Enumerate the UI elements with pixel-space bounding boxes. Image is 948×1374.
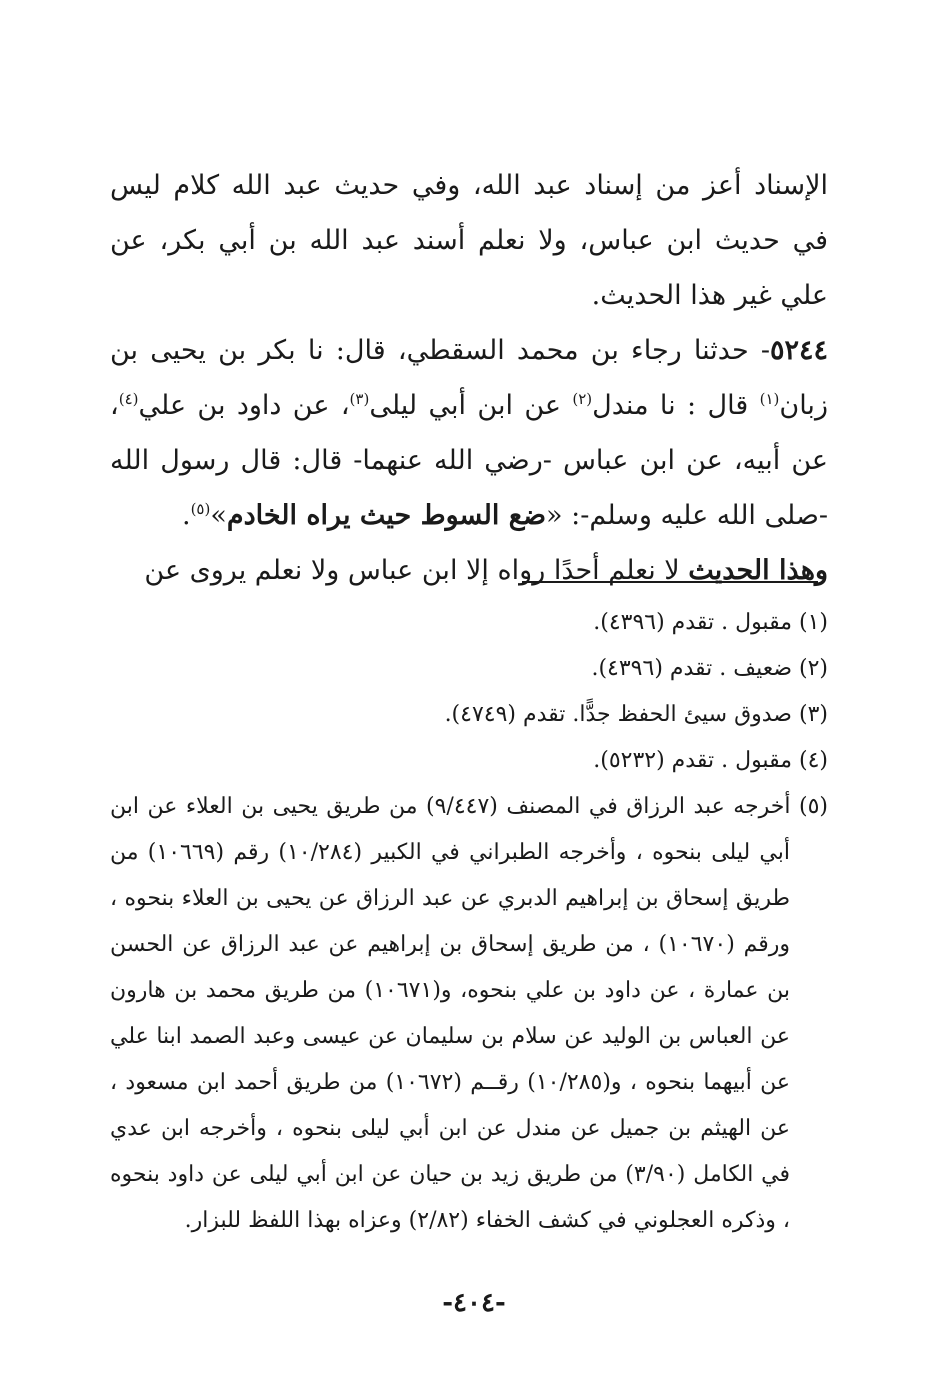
hadith-number: ٥٢٤٤: [769, 335, 828, 366]
footnotes: [110, 600, 828, 1244]
footnote-ref-3: (٣): [349, 390, 370, 408]
main-text: [110, 158, 828, 598]
hadith-quote: ضع السوط حيث يراه الخادم: [226, 500, 547, 531]
paragraph-3-text: لا نعلم أحدًا رواه إلا ابن عباس ولا نعلم يروى عن: [144, 555, 689, 586]
footnote-5: (٥) أخرجه عبد الرزاق في المصنف (٩/٤٤٧) من طريق يحيى بن العلاء عن ابن أبي ليلى بنحوه ، وأخرجه الطبراني في الكبير (١٠/٢٨٤) رقم (١٠٦٦٩) من طريق إسحاق بن إبراهيم الدبري عن عبد الرزاق عن يحيى بن العلاء بنحوه ، ورقم (١٠٦٧٠) ، من طريق إسحاق بن إبراهيم عن عبد الرزاق عن الحسن بن عمارة ، عن داود بن علي بنحوه، و(١٠٦٧١) من طريق محمد بن هارون عن العباس بن الوليد عن سلام بن سليمان عن عيسى وعبد الصمد ابنا علي عن أبيهما بنحوه ، و(١٠/٢٨٥) رقــم (١٠٦٧٢) من طريق أحمد ابن مسعود ، عن الهيثم بن جميل عن مندل عن ابن أبي ليلى بنحوه ، وأخرجه ابن عدي في الكامل (٣/٩٠) من طريق زيد بن حيان عن ابن أبي ليلى عن داود بنحوه ، وذكره العجلوني في كشف الخفاء (٢/٨٢) وعزاه بهذا اللفظ للبزار.: [110, 794, 828, 1233]
hadith-text-d: ، عن داود بن علي: [138, 390, 350, 421]
footnote-divider: [522, 581, 818, 583]
footnote-ref-2: (٢): [572, 390, 593, 408]
footnote-4: (٤) مقبول . تقدم (٥٢٣٢).: [593, 748, 828, 773]
page-number: -٤٠٤-: [442, 1288, 506, 1318]
footnote-3: (٣) صدوق سيئ الحفظ جدًّا. تقدم (٤٧٤٩).: [444, 702, 828, 727]
footnote-ref-1: (١): [759, 390, 780, 408]
hadith-text-g: .: [181, 500, 191, 531]
hadith-text-f: »: [210, 500, 227, 531]
footnote-ref-4: (٤): [118, 390, 139, 408]
hadith-text-b: قال : نا مندل: [592, 390, 760, 421]
paragraph-1: الإسناد أعز من إسناد عبد الله، وفي حديث عبد الله كلام ليس في حديث ابن عباس، ولا نعلم أسند عبد الله بن أبي بكر، عن علي غير هذا الحديث.: [110, 170, 828, 311]
hadith-text-c: عن ابن أبي ليلى: [369, 390, 573, 421]
hadith-paragraph: [110, 323, 828, 543]
hadith-text-e: ، عن أبيه، عن ابن عباس -رضي الله عنهما- قال: قال رسول الله -صلى الله عليه وسلم-: «: [110, 390, 828, 531]
paragraph-3: [110, 543, 828, 598]
footnote-ref-5: (٥): [190, 500, 211, 518]
footnote-2: (٢) ضعيف . تقدم (٤٣٩٦).: [591, 656, 828, 681]
footnote-1: (١) مقبول . تقدم (٤٣٩٦).: [593, 610, 828, 635]
hadith-text-a: - حدثنا رجاء بن محمد السقطي، قال: نا بكر بن يحيى بن زبان: [110, 335, 828, 421]
paragraph-3-lead: وهذا الحديث: [688, 555, 828, 586]
